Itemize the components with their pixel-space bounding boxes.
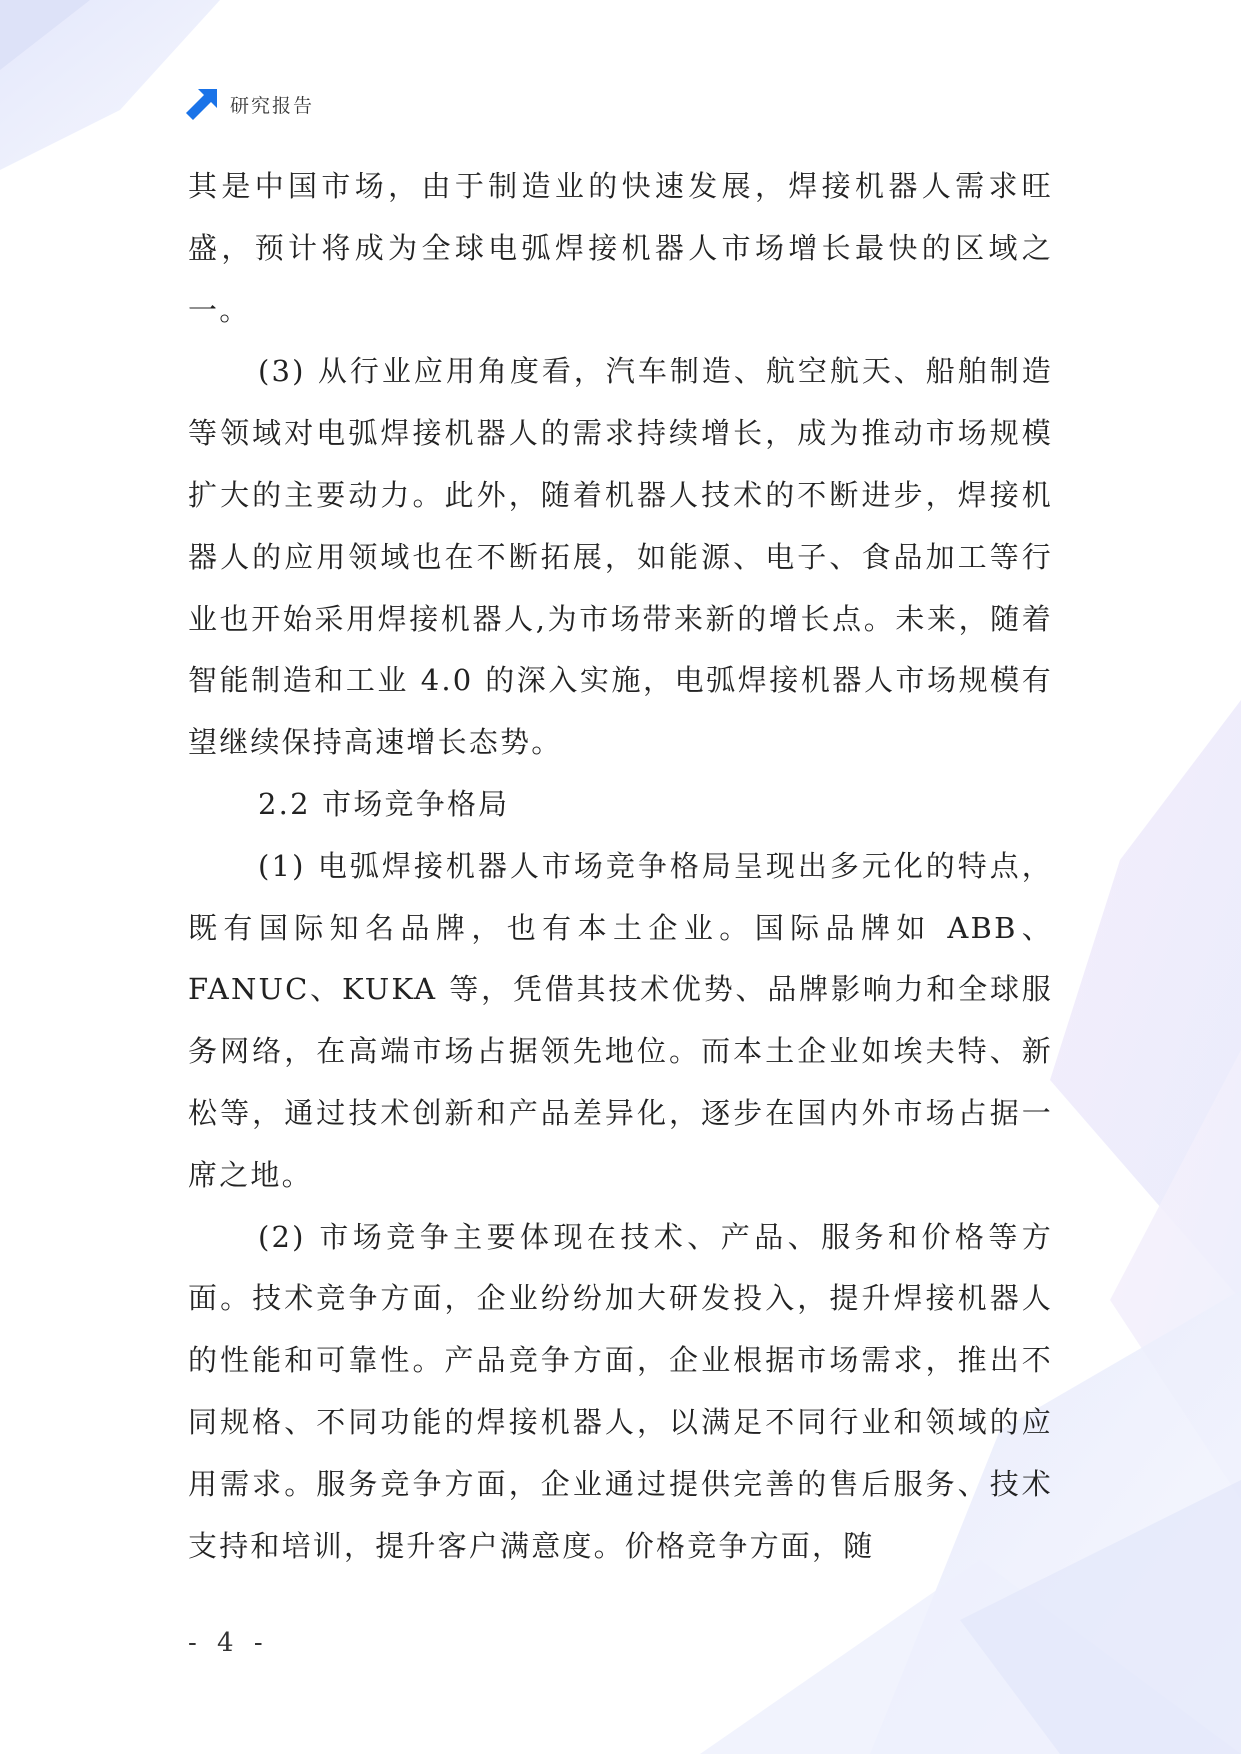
page-number: - 4 -: [188, 1628, 269, 1658]
section-heading-market-competition: 2.2 市场竞争格局: [258, 786, 510, 821]
paragraph-industry-application: (3) 从行业应用角度看，汽车制造、航空航天、船舶制造等领域对电弧焊接机器人的需求持续增长，成为推动市场规模扩大的主要动力。此外，随着机器人技术的不断进步，焊接机器人的应用领域也在不断拓展，如能源、电子、食品加工等行业也开始采用焊接机器人,为市场带来新的增长点。未来，随着智能制造和工业 4.0 的深入实施，电弧焊接机器人市场规模有望继续保持高速增长态势。: [188, 354, 1053, 760]
report-body: [188, 156, 1053, 1577]
paragraph-competition-landscape: (1) 电弧焊接机器人市场竞争格局呈现出多元化的特点，既有国际知名品牌，也有本土企业。国际品牌如 ABB、FANUC、KUKA 等，凭借其技术优势、品牌影响力和全球服务网络，在高端市场占据领先地位。而本土企业如埃夫特、新松等，通过技术创新和产品差异化，逐步在国内外市场占据一席之地。: [188, 848, 1053, 1192]
paragraph-competition-aspects: (2) 市场竞争主要体现在技术、产品、服务和价格等方面。技术竞争方面，企业纷纷加大研发投入，提升焊接机器人的性能和可靠性。产品竞争方面，企业根据市场需求，推出不同规格、不同功能的焊接机器人，以满足不同行业和领域的应用需求。服务竞争方面，企业通过提供完善的售后服务、技术支持和培训，提升客户满意度。价格竞争方面，随: [188, 1219, 1053, 1563]
arrow-up-right-icon: [184, 86, 220, 122]
report-header-title: 研究报告: [230, 94, 315, 117]
report-header: [184, 86, 314, 122]
paragraph-continuation: 其是中国市场，由于制造业的快速发展，焊接机器人需求旺盛，预计将成为全球电弧焊接机器人市场增长最快的区域之一。: [188, 169, 1053, 327]
